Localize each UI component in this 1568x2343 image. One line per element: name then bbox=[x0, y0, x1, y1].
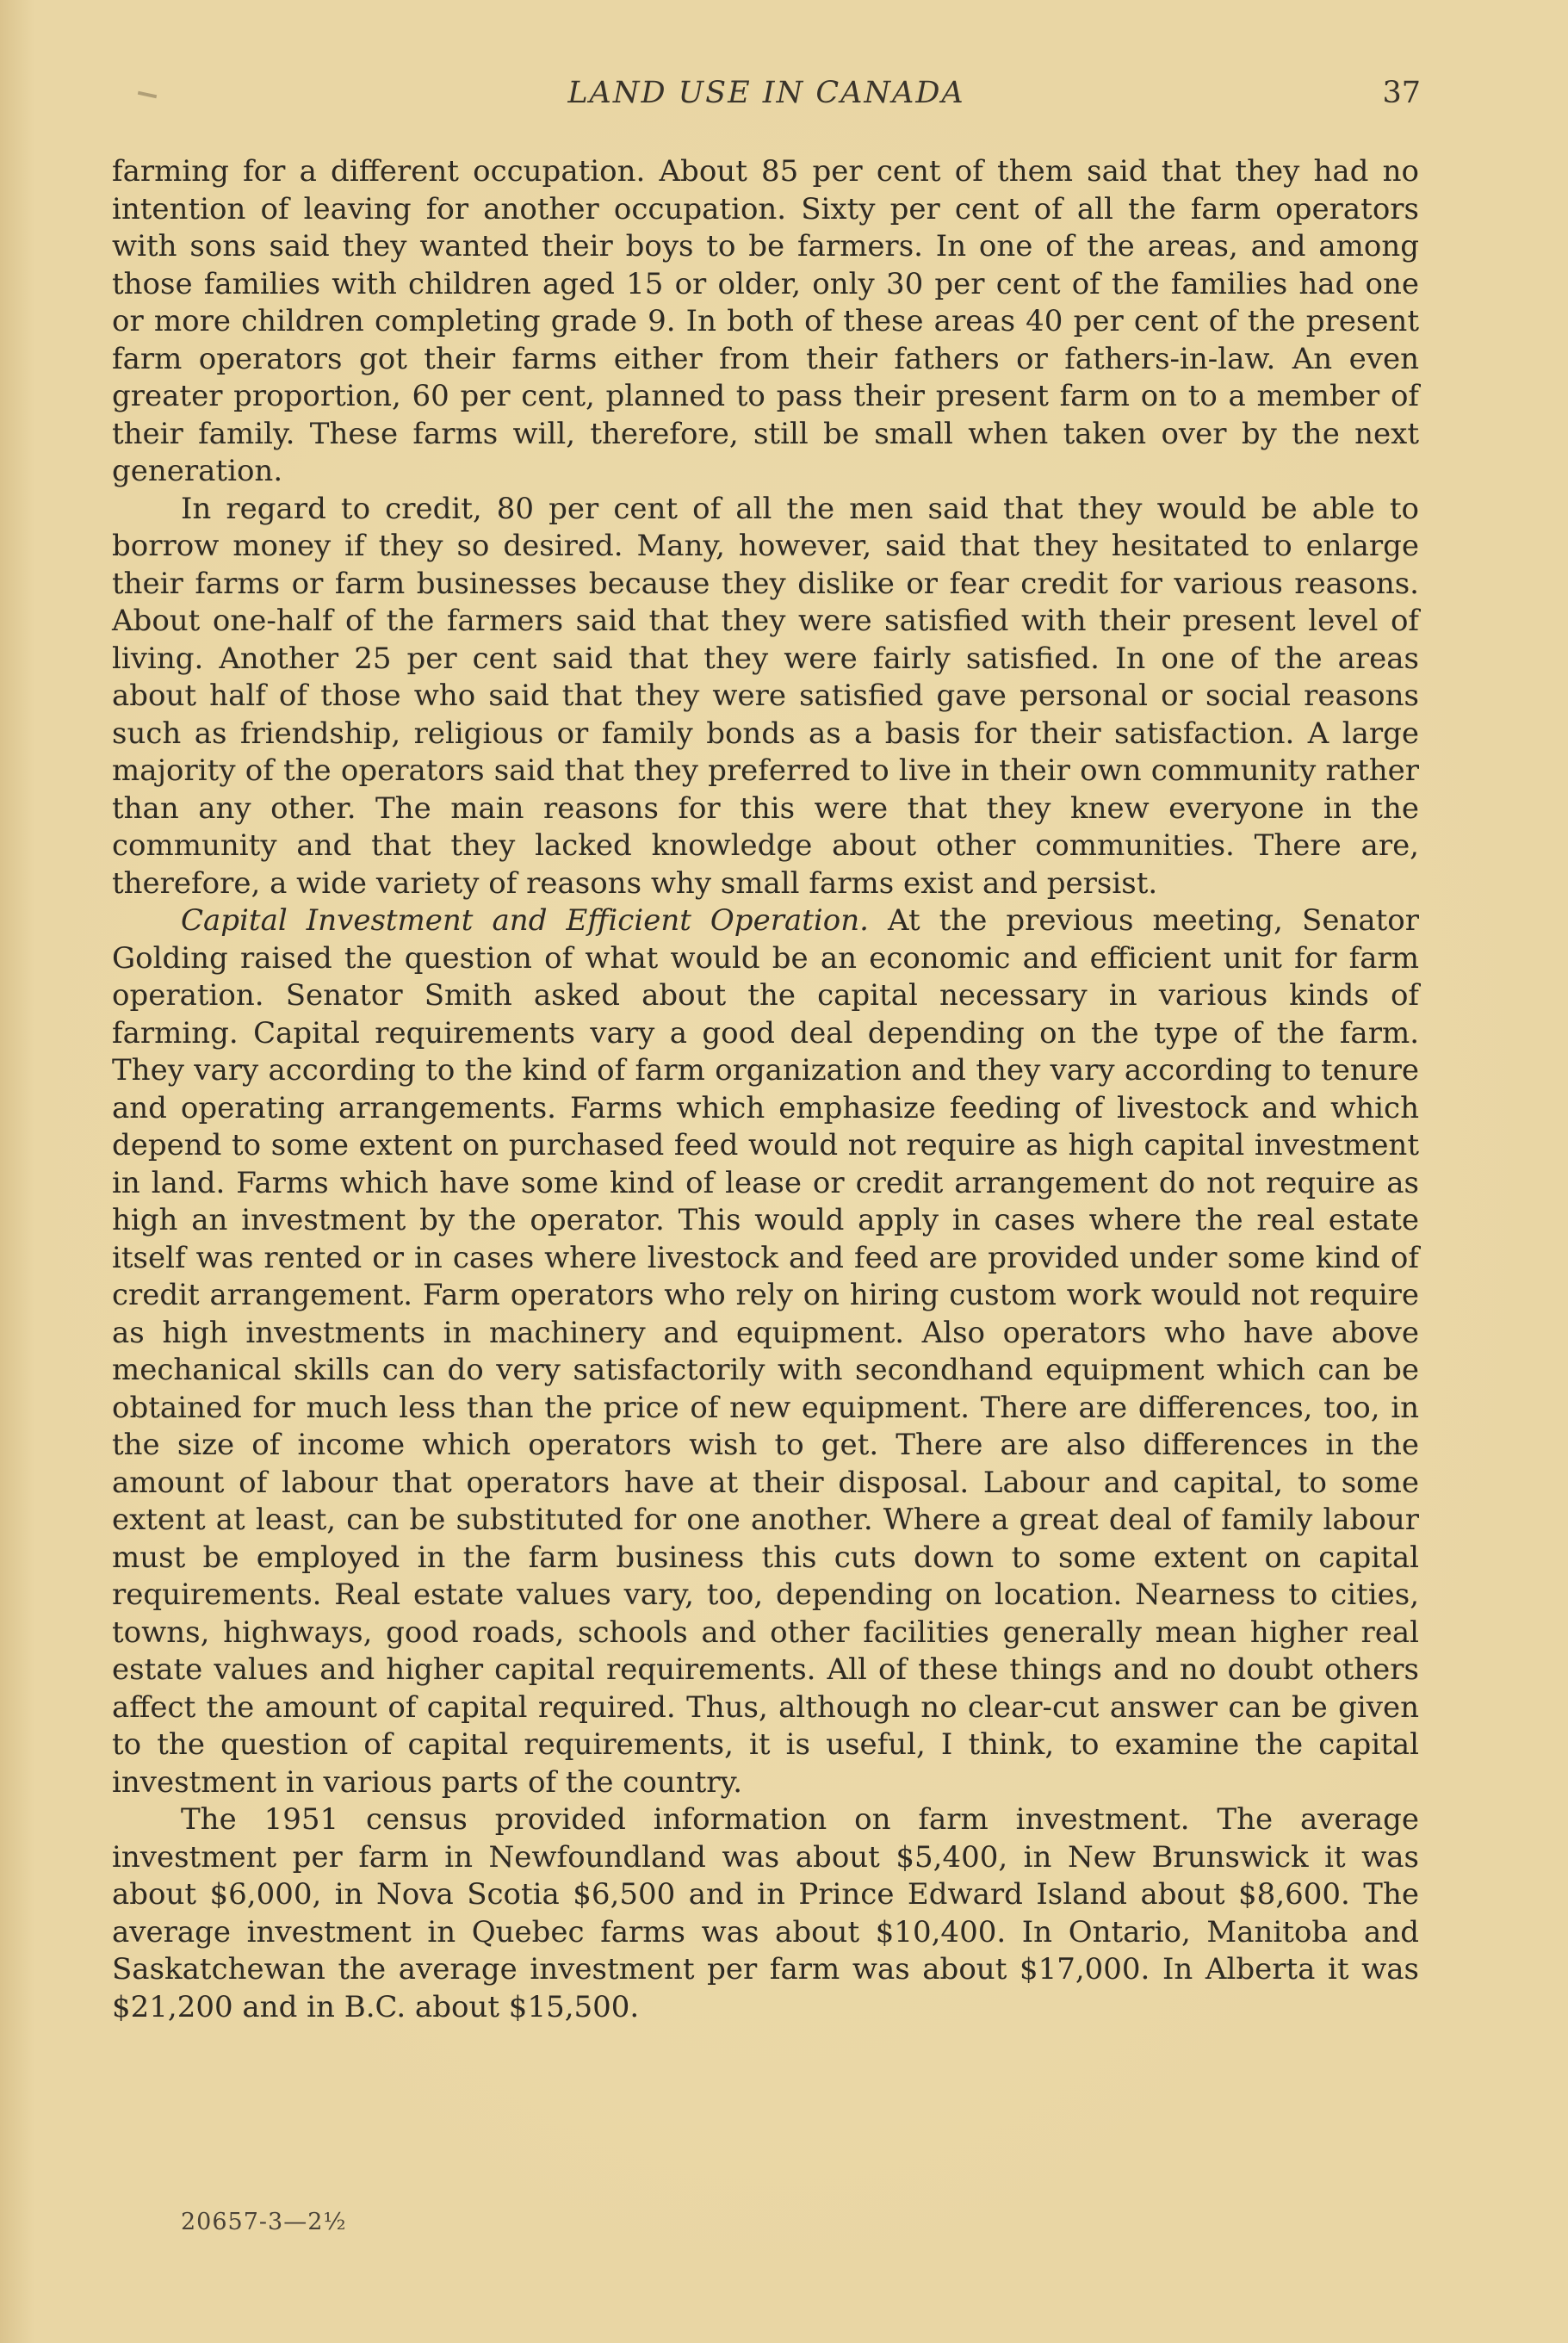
section-heading: Capital Investment and Efficient Operation. bbox=[181, 903, 869, 938]
paragraph-3-text: At the previous meeting, Senator Golding raised the question of what would be an economic and efficient unit for farm operation. Senator Smith asked about the capital necessary in various kinds of farming. Capital requirements vary a good deal depending on the type of the farm. They vary according to the kind of farm organization and they vary according to tenure and operating arrangements. Farms which emphasize feeding of livestock and which depend to some extent on purchased feed would not require as high capital investment in land. Farms which have some kind of lease or credit arrangement do not require as high an investment by the operator. This would apply in cases where the real estate itself was rented or in cases where livestock and feed are provided under some kind of credit arrangement. Farm operators who rely on hiring custom work would not require as high investments in machinery and equipment. Also operators who have above mechanical skills can do very satisfactorily with secondhand equipment which can be obtained for much less than the price of new equipment. There are differences, too, in the size of income which operators wish to get. There are also differences in the amount of labour that operators have at their disposal. Labour and capital, to some extent at least, can be substituted for one another. Where a great deal of family labour must be employed in the farm business this cuts down to some extent on capital requirements. Real estate values vary, too, depending on location. Nearness to cities, towns, highways, good roads, schools and other facilities generally mean higher real estate values and higher capital requirements. All of these things and no doubt others affect the amount of capital required. Thus, although no clear-cut answer can be given to the question of capital requirements, it is useful, I think, to examine the capital investment in various parts of the country. bbox=[112, 903, 1419, 1800]
paragraph-4: The 1951 census provided information on farm investment. The average investment per farm in Newfoundland was about $5,400, in New Brunswick it was about $6,000, in Nova Scotia $6,500 and in Prince Edward Island about $8,600. The average investment in Quebec farms was about $10,400. In Ontario, Manitoba and Saskatchewan the average investment per farm was about $17,000. In Alberta it was $21,200 and in B.C. about $15,500. bbox=[112, 1802, 1419, 2024]
body-text bbox=[112, 153, 1419, 2026]
running-title: LAND USE IN CANADA bbox=[567, 76, 965, 110]
footer-code: 20657-3—2½ bbox=[181, 2209, 347, 2235]
page-number: 37 bbox=[1382, 76, 1421, 110]
paragraph-2: In regard to credit, 80 per cent of all the men said that they would be able to borrow money if they so desired. Many, however, said that they hesitated to enlarge their farms or farm businesses because they dislike or fear credit for various reasons. About one-half of the farmers said that they were satisfied with their present level of living. Another 25 per cent said that they were fairly satisfied. In one of the areas about half of those who said that they were satisfied gave personal or social reasons such as friendship, religious or family bonds as a basis for their satisfaction. A large majority of the operators said that they preferred to live in their own community rather than any other. The main reasons for this were that they knew everyone in the community and that they lacked knowledge about other communities. There are, therefore, a wide variety of reasons why small farms exist and persist. bbox=[112, 491, 1419, 901]
paragraph-3 bbox=[112, 902, 1419, 1801]
paragraph-1: farming for a different occupation. About 85 per cent of them said that they had no intention of leaving for another occupation. Sixty per cent of all the farm operators with sons said they wanted their boys to be farmers. In one of the areas, and among those families with children aged 15 or older, only 30 per cent of the families had one or more children completing grade 9. In both of these areas 40 per cent of the present farm operators got their farms either from their fathers or fathers-in-law. An even greater proportion, 60 per cent, planned to pass their present farm on to a member of their family. These farms will, therefore, still be small when taken over by the next generation. bbox=[112, 154, 1419, 488]
page-header bbox=[112, 76, 1421, 119]
